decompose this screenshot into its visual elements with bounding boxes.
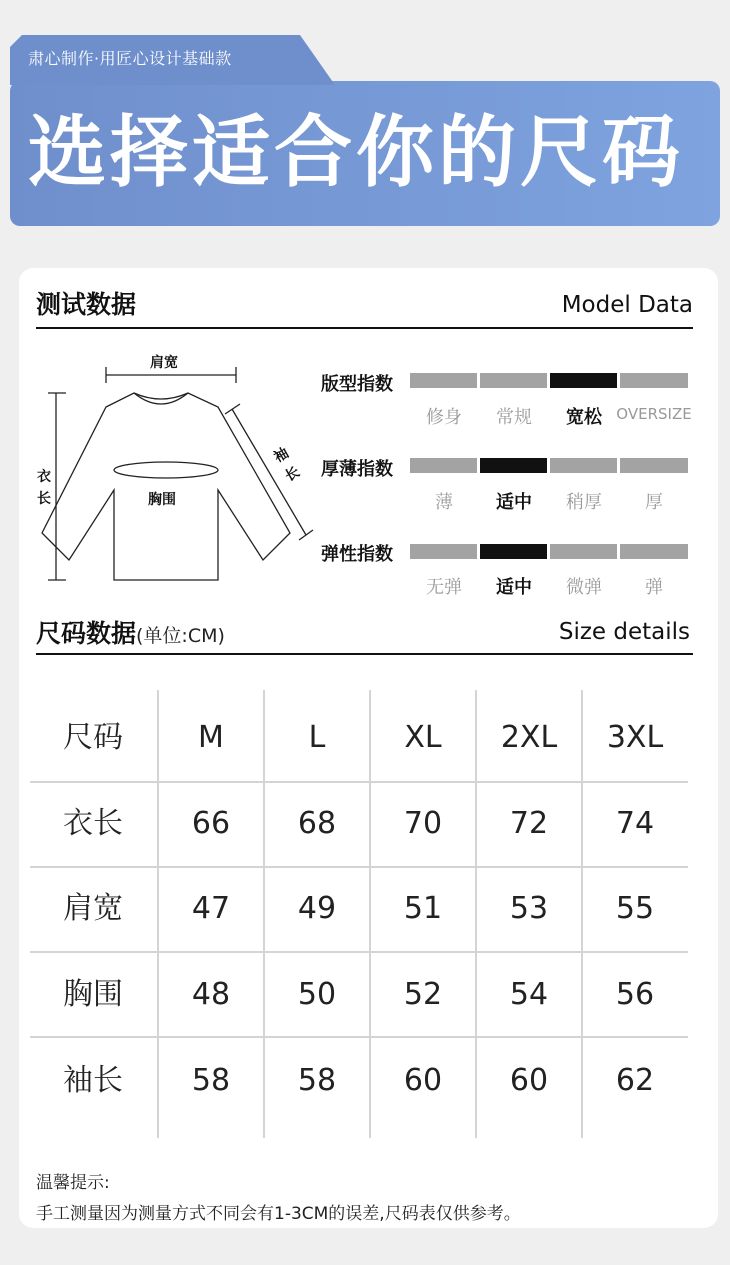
table-row-label: 胸围 (63, 977, 123, 1012)
table-row-label: 肩宽 (63, 891, 123, 926)
fit-bar-3 (550, 373, 617, 388)
table-row-divider (30, 1036, 688, 1038)
table-cell: 60 (403, 1063, 443, 1098)
model-data-title: 测试数据 (36, 290, 137, 319)
stretch-option: 微弹 (566, 577, 602, 598)
thickness-bar-4 (620, 458, 688, 473)
fit-bar-1 (410, 373, 477, 388)
fit-bar-2 (480, 373, 547, 388)
chest-label: 胸围 (148, 492, 176, 508)
fit-bar-4 (620, 373, 688, 388)
table-row-label: 衣长 (63, 806, 123, 841)
thickness-bar-1 (410, 458, 477, 473)
thickness-bar-2 (480, 458, 547, 473)
notes-text: 手工测量因为测量方式不同会有1-3CM的误差,尺码表仅供参考。 (36, 1204, 521, 1224)
size-data-title-en: Size details (558, 619, 690, 645)
table-header-cell: XL (404, 720, 442, 755)
table-cell: 70 (403, 806, 443, 841)
table-row-divider (30, 951, 688, 953)
shoulder-label: 肩宽 (150, 355, 178, 371)
table-cell: 58 (191, 1063, 231, 1098)
table-row-divider (30, 781, 688, 783)
length-label: 衣 长 (37, 469, 51, 507)
table-cell: 66 (191, 806, 231, 841)
table-cell: 55 (615, 891, 655, 926)
table-cell: 58 (297, 1063, 337, 1098)
table-cell: 52 (403, 977, 443, 1012)
notes-title: 温馨提示: (36, 1173, 110, 1193)
thickness-option: 稍厚 (566, 492, 602, 513)
stretch-option: 弹 (645, 577, 663, 598)
table-header-cell: M (198, 720, 224, 755)
thickness-bar-3 (550, 458, 617, 473)
table-cell: 50 (297, 977, 337, 1012)
thickness-index-label: 厚薄指数 (321, 459, 393, 480)
fit-option: OVERSIZE (616, 405, 692, 423)
fit-option: 修身 (426, 407, 462, 428)
table-row-label: 袖长 (63, 1063, 123, 1098)
model-data-title-en: Model Data (561, 292, 693, 318)
model-data-rule (36, 327, 693, 329)
table-cell: 60 (509, 1063, 549, 1098)
fit-option: 常规 (496, 407, 532, 428)
fit-index-label: 版型指数 (321, 374, 393, 395)
table-cell: 51 (403, 891, 443, 926)
table-cell: 47 (191, 891, 231, 926)
size-data-rule (36, 653, 693, 655)
thickness-option: 厚 (645, 492, 663, 513)
table-cell: 54 (509, 977, 549, 1012)
table-cell: 48 (191, 977, 231, 1012)
table-cell: 68 (297, 806, 337, 841)
stretch-bar-3 (550, 544, 617, 559)
table-header-cell: L (308, 720, 326, 755)
table-cell: 74 (615, 806, 655, 841)
table-header-cell: 2XL (500, 720, 558, 755)
stretch-bar-2 (480, 544, 547, 559)
stretch-option: 无弹 (426, 577, 462, 598)
table-cell: 56 (615, 977, 655, 1012)
table-header-cell: 3XL (606, 720, 664, 755)
sleeve-label: 袖 长 (271, 445, 303, 485)
stretch-option-selected: 适中 (496, 577, 532, 598)
table-cell: 53 (509, 891, 549, 926)
table-cell: 72 (509, 806, 549, 841)
fit-option-selected: 宽松 (566, 407, 602, 428)
table-cell: 62 (615, 1063, 655, 1098)
stretch-bar-4 (620, 544, 688, 559)
stretch-index-label: 弹性指数 (321, 544, 393, 565)
table-row-divider (30, 866, 688, 868)
thickness-option: 薄 (435, 492, 453, 513)
page-title: 选择适合你的尺码 (28, 108, 685, 198)
table-header-cell: 尺码 (63, 720, 123, 755)
size-unit: (单位:CM) (136, 625, 225, 647)
garment-diagram (36, 345, 316, 590)
size-data-title: 尺码数据(单位:CM) (36, 619, 225, 648)
stretch-bar-1 (410, 544, 477, 559)
table-cell: 49 (297, 891, 337, 926)
thickness-option-selected: 适中 (496, 492, 532, 513)
tagline-text: 肃心制作·用匠心设计基础款 (28, 49, 232, 68)
